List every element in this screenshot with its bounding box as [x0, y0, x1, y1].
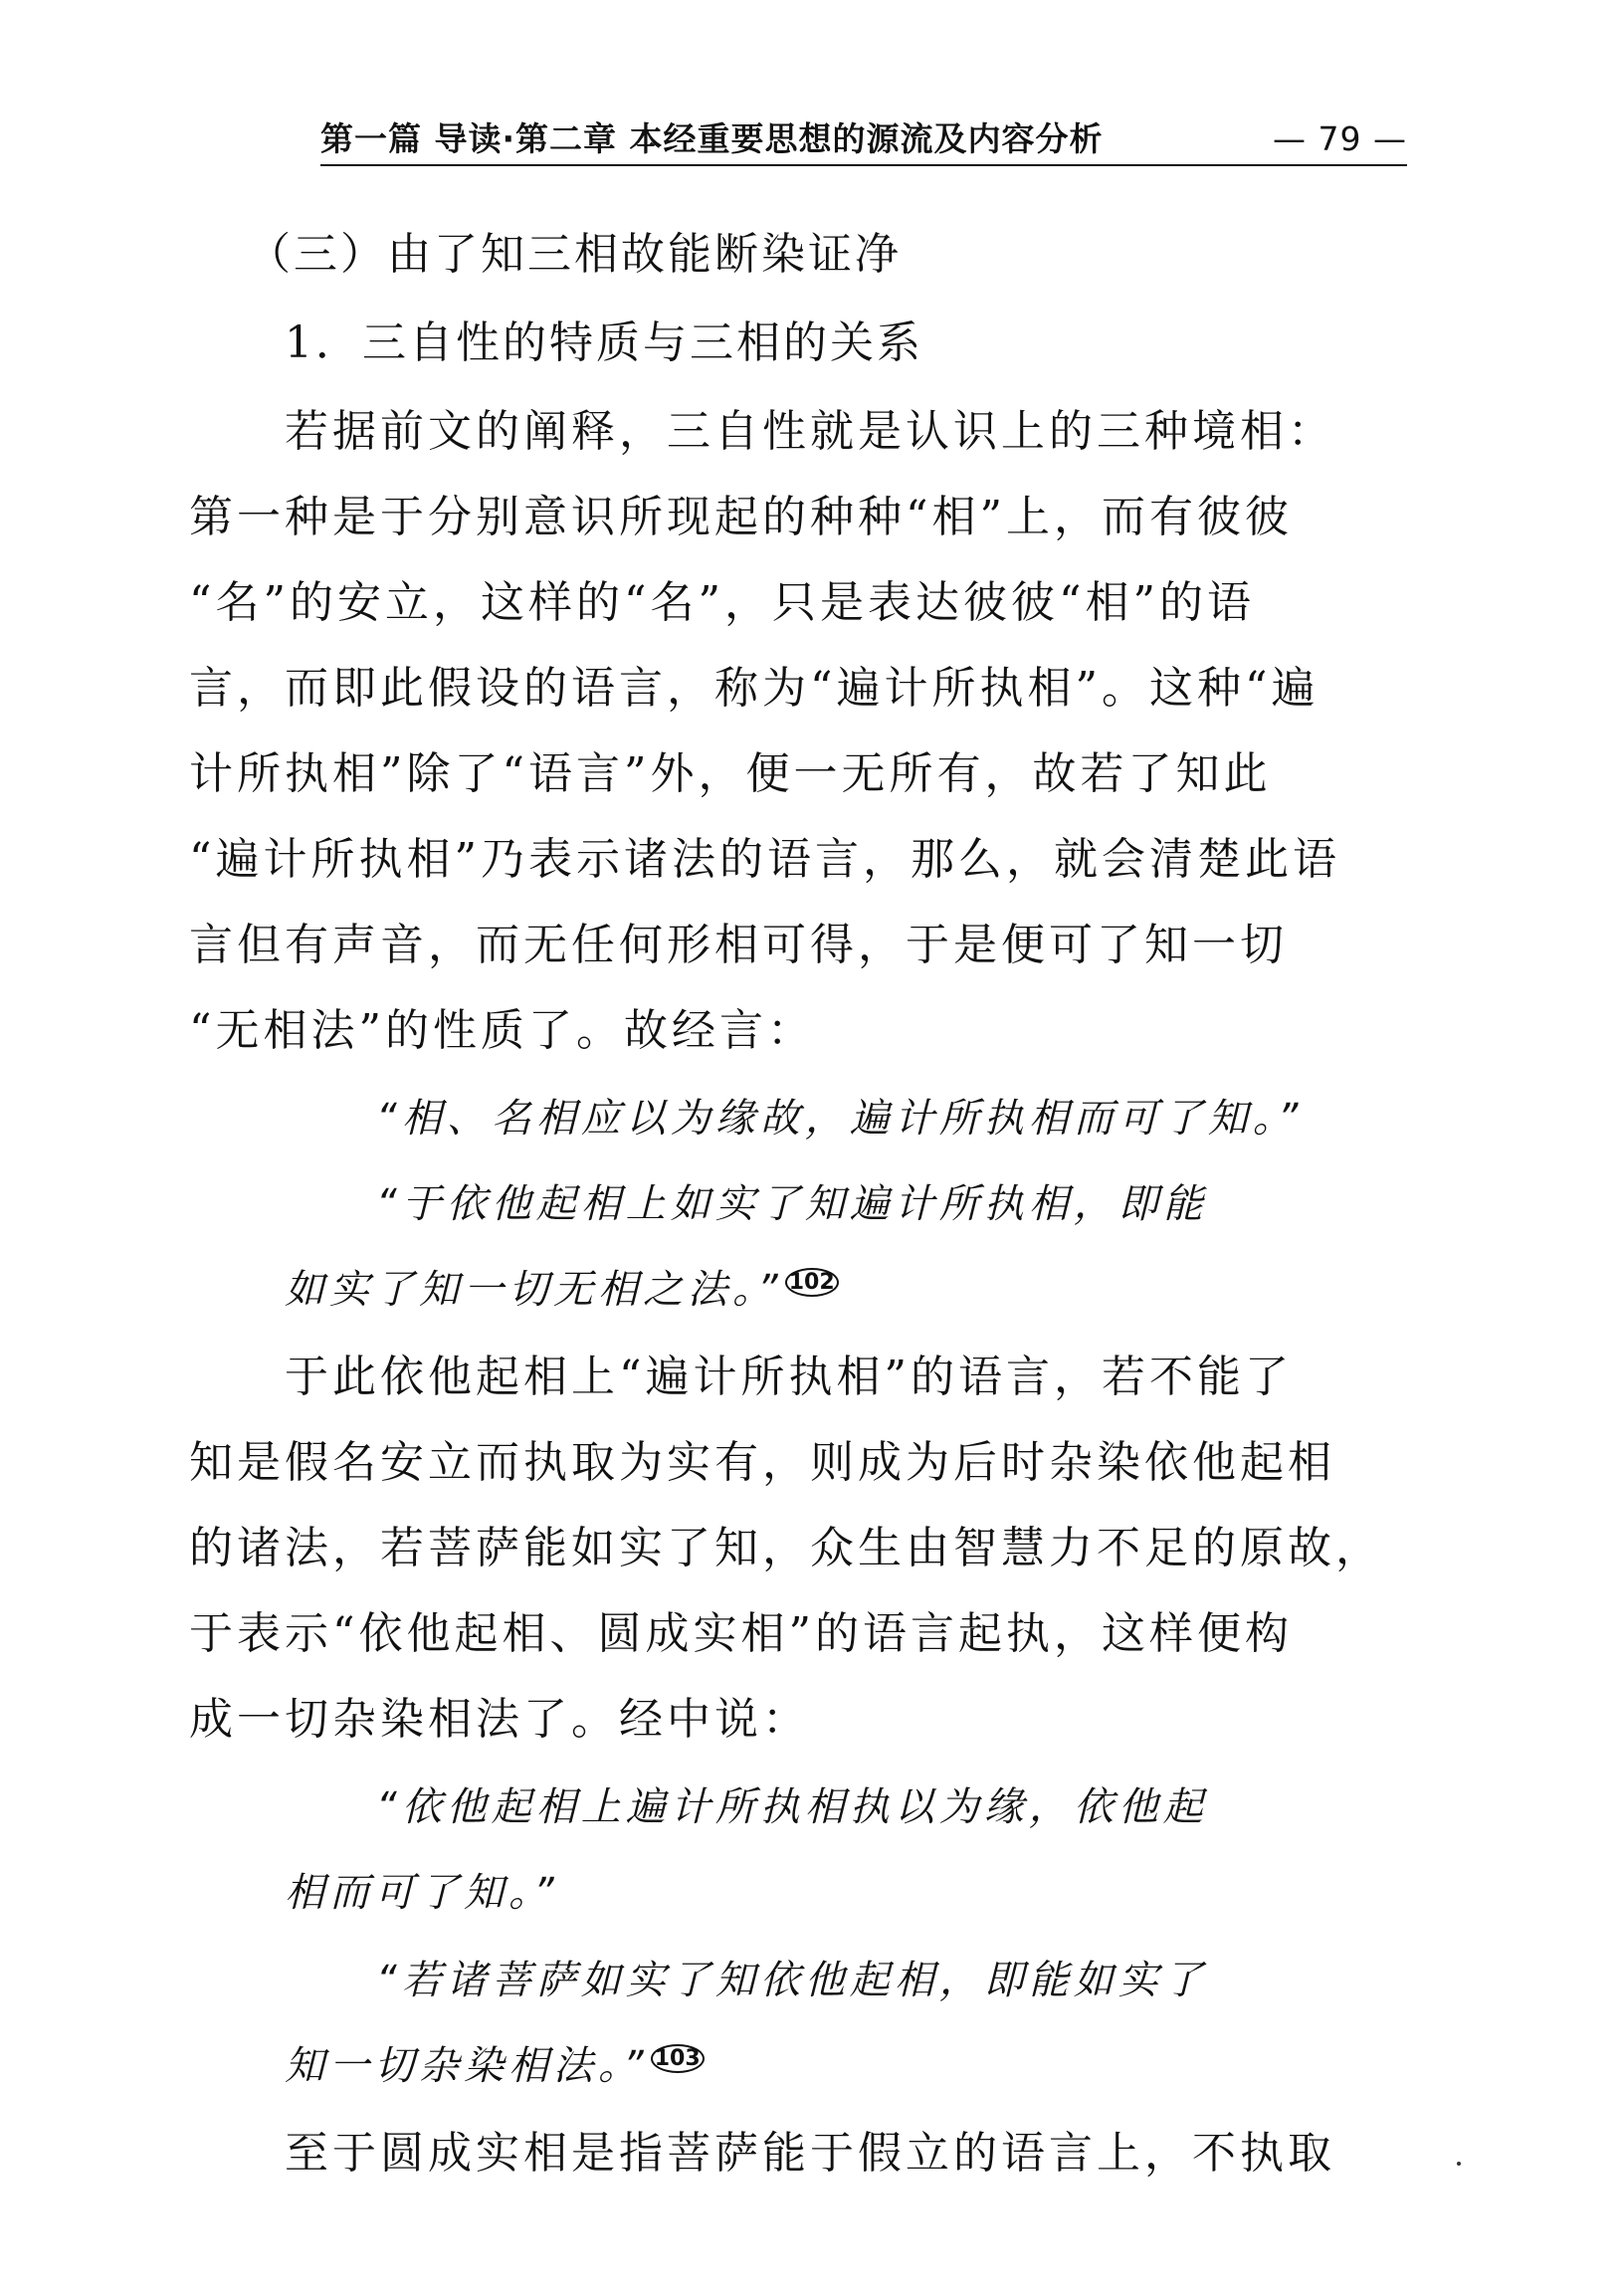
paragraph-line: 知是假名安立而执取为实有，则成为后时杂染依他起相 — [189, 1437, 1335, 1488]
paragraph-line: “遍计所执相”乃表示诸法的语言，那么，就会清楚此语 — [189, 834, 1340, 885]
section-heading: （三）由了知三相故能断染证净 — [247, 229, 902, 280]
paragraph-line: 于表示“依他起相、圆成实相”的语言起执，这样便构 — [189, 1608, 1293, 1659]
sutra-quote: “于依他起相上如实了知遍计所执相，即能 — [376, 1181, 1208, 1227]
subsection-heading: 1．三自性的特质与三相的关系 — [285, 317, 923, 368]
sutra-quote-continued — [285, 1260, 839, 1320]
header-page-number: — 79 — — [1273, 119, 1407, 158]
paragraph-line: 第一种是于分别意识所现起的种种“相”上，而有彼彼 — [189, 492, 1293, 542]
paragraph-line: 至于圆成实相是指菩萨能于假立的语言上，不执取 — [285, 2128, 1335, 2179]
sutra-quote: “相、名相应以为缘故，遍计所执相而可了知。” — [376, 1096, 1304, 1142]
paragraph-line: 的诸法，若菩萨能如实了知，众生由智慧力不足的原故， — [189, 1523, 1383, 1573]
sutra-quote-continued: 相而可了知。” — [285, 1870, 559, 1916]
header-rule — [320, 164, 1407, 166]
paragraph-line: “名”的安立，这样的“名”，只是表达彼彼“相”的语 — [189, 577, 1255, 628]
paragraph-line: “无相法”的性质了。故经言： — [189, 1005, 815, 1056]
paragraph-line: 若据前文的阐释，三自性就是认识上的三种境相： — [285, 406, 1335, 457]
scan-speck — [1457, 2162, 1461, 2166]
paragraph-line: 言但有声音，而无任何形相可得，于是便可了知一切 — [189, 920, 1288, 970]
sutra-quote: “依他起相上遍计所执相执以为缘，依他起 — [376, 1784, 1208, 1830]
sutra-quote: “若诸菩萨如实了知依他起相，即能如实了 — [376, 1958, 1208, 2003]
paragraph-line: 言，而即此假设的语言，称为“遍计所执相”。这种“遍 — [189, 663, 1320, 714]
paragraph-line: 成一切杂染相法了。经中说： — [189, 1694, 810, 1745]
sutra-quote-continued — [285, 2036, 705, 2096]
paragraph-line: 计所执相”除了“语言”外，便一无所有，故若了知此 — [189, 748, 1272, 799]
footnote-marker: 103 — [651, 2044, 705, 2073]
header-title: 第一篇 导读·第二章 本经重要思想的源流及内容分析 — [320, 119, 1104, 158]
footnote-marker: 102 — [785, 1268, 839, 1297]
quote-text: 知一切杂染相法。” — [285, 2043, 649, 2089]
running-header — [320, 111, 1407, 167]
quote-text: 如实了知一切无相之法。” — [285, 1267, 783, 1313]
paragraph-line: 于此依他起相上“遍计所执相”的语言，若不能了 — [285, 1352, 1293, 1402]
